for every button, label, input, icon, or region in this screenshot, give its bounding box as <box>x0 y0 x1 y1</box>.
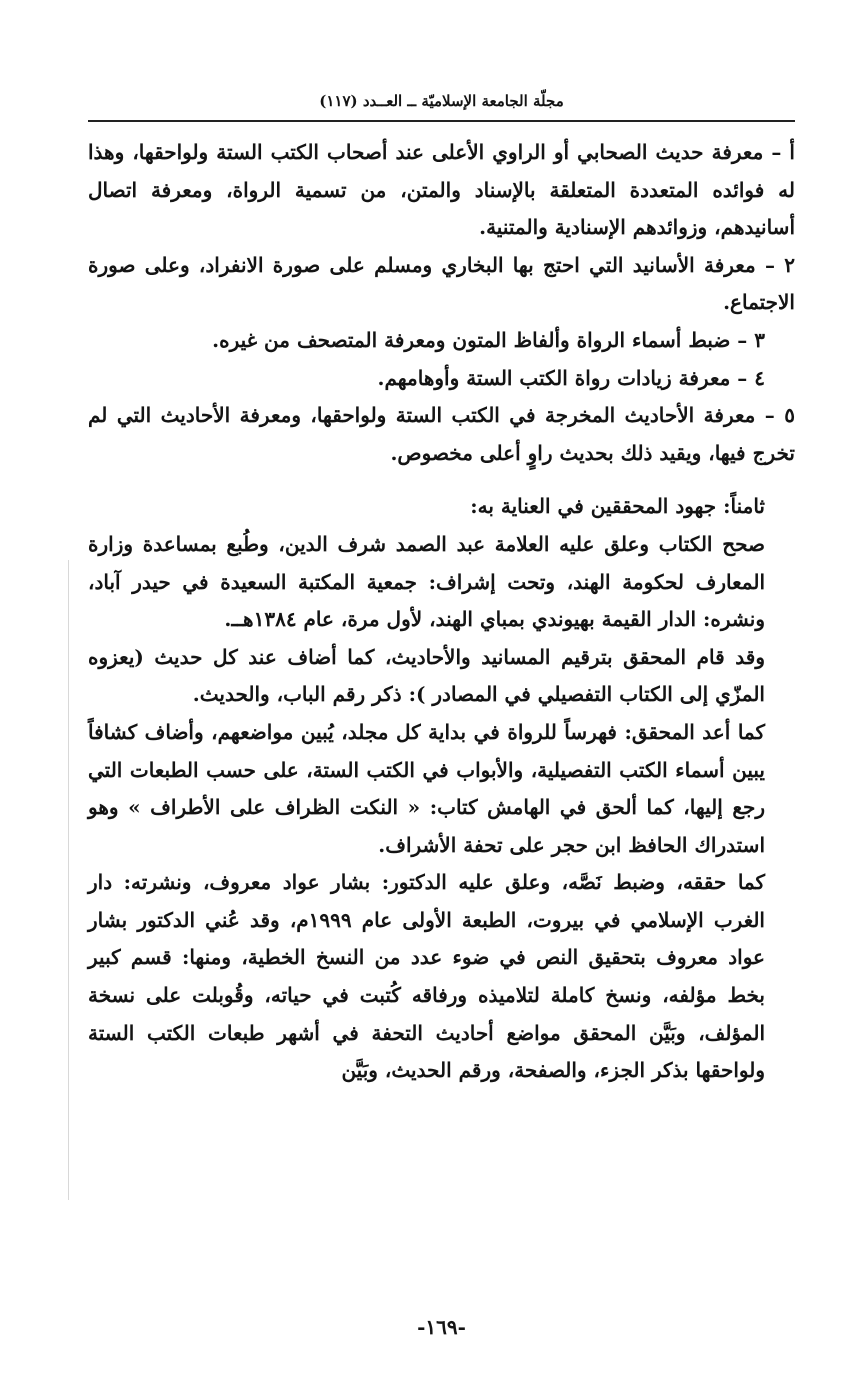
section-heading: ثامناً: جهود المحققين في العناية به: <box>470 494 765 519</box>
benefit-item-3: ٣ – ضبط أسماء الرواة وألفاظ المتون ومعرفة المتصحف من غيره. <box>212 327 765 352</box>
paragraph-first-edition: صحح الكتاب وعلق عليه العلامة عبد الصمد شرف الدين، وطُبع بمساعدة وزارة المعارف لحكومة الهند، وتحت إشراف: جمعية المكتبة السعيدة في حيدر آباد، ونشره: الدار القيمة بهيوندي بمباي الهند، لأول مرة، عام ١٣٨٤هــ. <box>88 531 765 632</box>
paragraph-second-edition: كما حققه، وضبط نَصَّه، وعلق عليه الدكتور: بشار عواد معروف، ونشرته: دار الغرب الإسلامي في بيروت، الطبعة الأولى عام ١٩٩٩م، وقد عُني الدكتور بشار عواد معروف بتحقيق النص في ضوء عدد من النسخ الخطية، ومنها: قسم كبير بخط مؤلفه، ونسخ كاملة لتلاميذه ورفاقه كُتبت في حياته، وقُوبلت على نسخة المؤلف، وبَيَّن المحقق مواضع أحاديث التحفة في أشهر طبعات الكتب الستة ولواحقها بذكر الجزء، والصفحة، ورقم الحديث، وبَيَّن <box>88 870 765 1083</box>
section-gap <box>88 472 795 488</box>
benefit-item-4: ٤ – معرفة زيادات رواة الكتب الستة وأوهامهم. <box>377 365 765 390</box>
benefit-item-5: ٥ – معرفة الأحاديث المخرجة في الكتب الستة ولواحقها، ومعرفة الأحاديث التي لم تخرج فيها، ويقيد ذلك بحديث راوٍ أعلى مخصوص. <box>88 403 795 465</box>
running-header-title: مجلّة الجامعة الإسلاميّة ــ العــدد (١١٧) <box>319 92 564 110</box>
page-number: -١٦٩- <box>417 1315 466 1339</box>
benefit-item-1: أ – معرفة حديث الصحابي أو الراوي الأعلى عند أصحاب الكتب الستة ولواحقها، وهذا له فوائده المتعددة المتعلقة بالإسناد والمتن، من تسمية الرواة، ومعرفة اتصال أسانيدهم، وزوائدهم الإسنادية والمتنية. <box>88 140 795 240</box>
main-text <box>88 134 795 1090</box>
paragraph-indexes: كما أعد المحقق: فهرساً للرواة في بداية كل مجلد، يُبين مواضعهم، وأضاف كشافاً يبين أسماء الكتب التفصيلية، والأبواب في الكتب الستة، على حسب الطبعات التي رجع إليها، كما ألحق في الهامش كتاب: « النكت الظراف على الأطراف » وهو استدراك الحافظ ابن حجر على تحفة الأشراف. <box>88 719 765 857</box>
benefit-item-2: ٢ – معرفة الأسانيد التي احتج بها البخاري ومسلم على صورة الانفراد، وعلى صورة الاجتماع. <box>88 252 795 315</box>
paragraph-numbering: وقد قام المحقق بترقيم المسانيد والأحاديث، كما أضاف عند كل حديث (يعزوه المزّي إلى الكتاب التفصيلي في المصادر ): ذكر رقم الباب، والحديث. <box>88 644 765 707</box>
margin-fold-line <box>68 560 69 1200</box>
header-rule <box>88 120 795 122</box>
document-page <box>88 0 795 1380</box>
